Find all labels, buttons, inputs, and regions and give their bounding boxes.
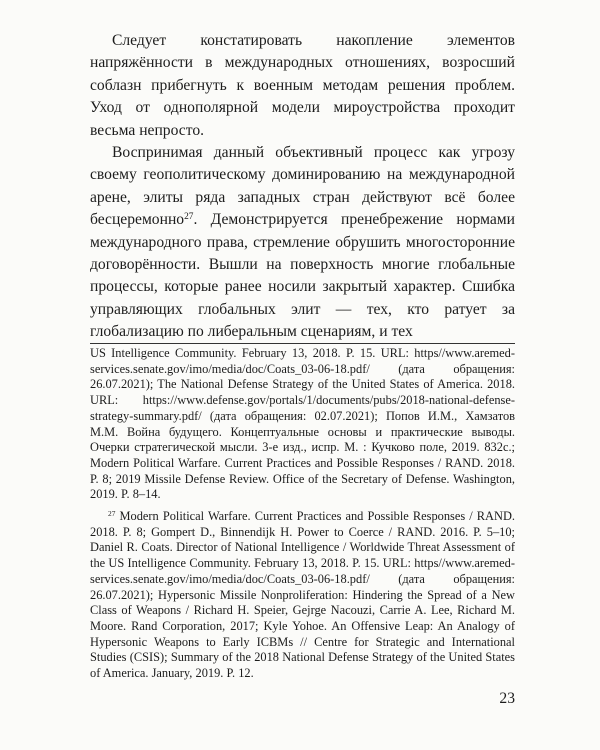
footnote-marker: 27 — [108, 508, 116, 518]
footnote-divider — [90, 343, 515, 344]
paragraph — [90, 30, 515, 142]
paragraph — [90, 142, 515, 344]
paragraph-text: . Демонстрируется пренебрежение нормами международного права, стремление обрушить многосторонние договорённости. Вышли на поверхность многие глобальные процессы, которые ранее носили закрытый характер. Сшибка управляющих глобальных элит — тех, кто ратует за глобализацию по либеральным сценариям, и тех — [90, 211, 515, 341]
footnote-text: Modern Political Warfare. Current Practices and Possible Responses / RAND. 2018. P. 8; Gompert D., Binnendijk H. Power to Coerce / RAND. 2016. P. 5–10; Daniel R. Coats. Director of National Intelligence / Worldwide Threat Assessment of the US Intelligence Community. February 13, 2018. P. 15. URL: https//www.aremed-services.senate.gov/imo/media/doc/Coats_03-06-18.pdf/ (дата обращения: 26.07.2021); Hypersonic Missile Nonproliferation: Hindering the Spread of a New Class of Weapons / Richard H. Speier, Gejrge Nacouzi, Carrie A. Lee, Richard M. Moore. Rand Corporation, 2017; Kyle Yohoe. An Offensive Leap: An Analogy of Hypersonic Weapons to Early ICBMs // Centre for Strategic and International Studies (CSIS); Summary of the 2018 National Defense Strategy of the United States of America. January, 2019. P. 12. — [90, 509, 515, 681]
paragraph-text: Следует констатировать накопление элементов напряжённости в международных отношениях, возросший соблазн прибегнуть к военным методам решения проблем. Уход от однополярной модели мироустройства проходит весьма непросто. — [90, 32, 515, 139]
footnote-27 — [90, 509, 515, 682]
main-text — [90, 30, 515, 344]
footnote-reference[interactable]: 27 — [184, 212, 194, 223]
paragraph-text: Воспринимая данный объективный процесс как угрозу своему геополитическому доминированию на международной арене, элиты ряда западных стран действуют всё более бесцеремонно — [90, 144, 515, 229]
footnote-continuation: US Intelligence Community. February 13, 2018. P. 15. URL: https//www.aremed-services.senate.gov/imo/media/doc/Coats_03-06-18.pdf/ (дата обращения: 26.07.2021); The National Defense Strategy of the United States of America. 2018. URL: https://www.defense.gov/portals/1/documents/pubs/2018-national-defense-strategy-summary.pdf/ (дата обращения: 02.07.2021); Попов И.М., Хамзатов М.М. Война будущего. Концептуальные основы и практические выводы. Очерки стратегической мысли. 3-е изд., испр. М. : Кучково поле, 2019. 832с.; Modern Political Warfare. Current Practices and Possible Responses / RAND. 2018. P. 8; 2019 Missile Defense Review. Office of the Secretary of Defense. Washington, 2019. P. 8–14. — [90, 346, 515, 502]
footnotes — [90, 346, 515, 682]
page-number: 23 — [499, 690, 515, 707]
